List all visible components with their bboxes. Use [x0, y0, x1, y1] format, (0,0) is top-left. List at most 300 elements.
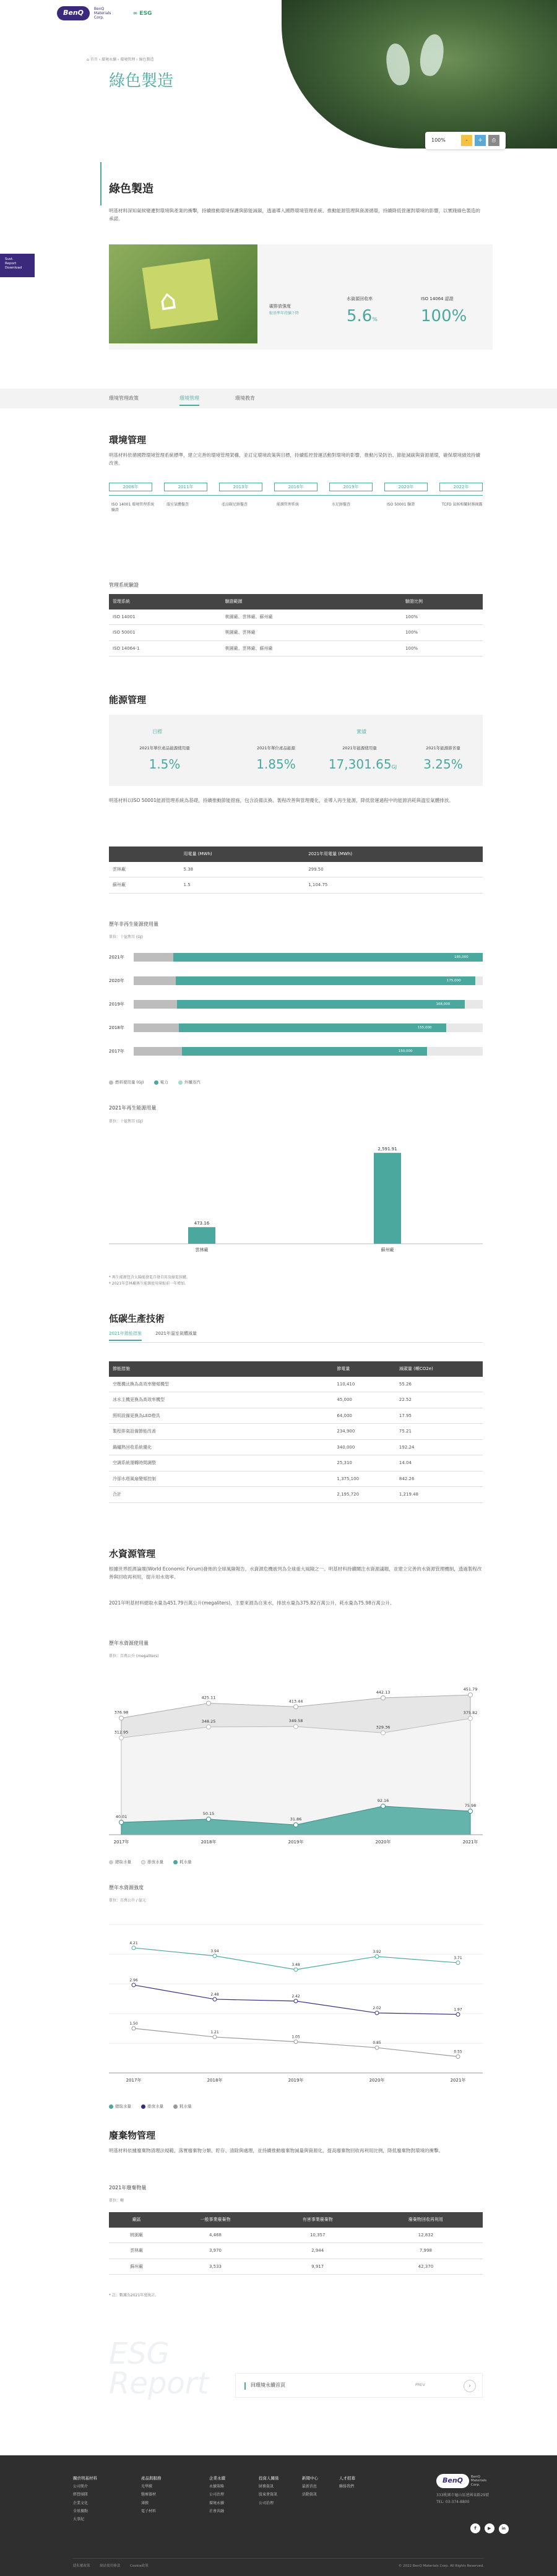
env-mgmt-title: 環境管理 [109, 434, 147, 446]
footer-link[interactable]: 大事紀 [73, 2517, 85, 2522]
table-header: 2021年用電量 (MWh) [304, 846, 483, 862]
hbar-chart-unit: 單位：十億焦耳 (GJ) [109, 935, 144, 939]
intensity-point [375, 2046, 379, 2049]
intensity-point [375, 2011, 379, 2015]
x-tick-label: 2019年 [288, 1840, 304, 1845]
arrow-right-icon[interactable]: › [464, 2380, 476, 2392]
kpi-value: 3.25% [423, 757, 463, 772]
table-header: 用電量 (MWh) [180, 846, 305, 862]
bar-fuel [134, 1000, 177, 1009]
bar-value-label: 168,000 [436, 1002, 451, 1006]
table-cell: 55.26 [395, 1377, 483, 1392]
table-cell: ISO 50001 [109, 625, 222, 641]
footprint-left-icon [383, 41, 412, 87]
footer-legal-link[interactable]: 隱私權政策 [73, 2564, 90, 2568]
timeline-year: 2022年 [439, 483, 483, 491]
table-row [109, 1487, 483, 1503]
footer-col-career [339, 2474, 355, 2491]
waste-title: 廢棄物管理 [109, 2130, 156, 2141]
energy-title: 能源管理 [109, 694, 147, 705]
table-row [109, 2243, 483, 2259]
table-row [109, 1392, 483, 1408]
logo-subtitle: BenQ Materials Corp. [93, 6, 111, 20]
energy-kpi-panel [109, 715, 483, 786]
intensity-value-label: 0.55 [454, 2049, 462, 2054]
bar-category-label: 2018年 [109, 1025, 124, 1030]
x-tick-label: 2021年 [450, 2078, 466, 2083]
footer-copyright: © 2022 BenQ Materials Corp. All Rights Reserved. [398, 2564, 484, 2568]
footer-logo[interactable] [436, 2474, 496, 2488]
intensity-value-label: 1.21 [210, 2030, 219, 2035]
font-plus-button[interactable]: + [475, 135, 486, 146]
table-header: 廠區 [109, 2212, 164, 2228]
footer-link[interactable]: 公司治理 [209, 2492, 225, 2497]
water-value-label: 31.86 [290, 1817, 302, 1822]
bar-electricity [182, 1047, 427, 1056]
table-cell: 7,998 [369, 2243, 483, 2259]
timeline-item: 水足跡盤查 [332, 502, 351, 507]
kpi-value: 1.5% [149, 757, 181, 772]
water-chart1-title: 歷年水資源使用量 [109, 1640, 149, 1646]
lowcarbon-table [109, 1361, 483, 1503]
intensity-value-label: 2.02 [373, 2006, 381, 2011]
table-cell: 桃園廠、雲林廠 [222, 625, 402, 641]
table-cell: 桃園廠、雲林廠、蘇州廠 [222, 640, 402, 657]
hbar-legend [109, 1080, 201, 1086]
water-chart2-title: 歷年水資源強度 [109, 1885, 144, 1890]
footer-legal-link[interactable]: 網站使用條款 [100, 2564, 121, 2568]
table-row [109, 1424, 483, 1440]
footer-contact [436, 2492, 489, 2506]
intensity-value-label: 1.50 [129, 2022, 138, 2026]
footer-col-products [141, 2474, 162, 2515]
table-row [109, 625, 483, 641]
table-cell: 9,917 [267, 2259, 369, 2275]
water-point [468, 1693, 473, 1697]
table-row [109, 1408, 483, 1424]
legend-item: 耗水量 [173, 2104, 192, 2109]
stat-label-2: 水資源回收率 [347, 296, 373, 301]
kpi-group-target: 目標 [152, 729, 162, 734]
footer-col-news [302, 2474, 318, 2499]
bar-category-label: 2020年 [109, 978, 124, 983]
water-point [119, 1820, 124, 1825]
renew-category-label: 雲林廠 [195, 1247, 209, 1252]
table-cell: 合計 [109, 1487, 333, 1503]
section-tabs [0, 389, 557, 408]
kpi-value: 17,301.65GJ [328, 757, 397, 772]
cert-table-title: 管理系統驗證 [109, 582, 139, 588]
water-value-label: 451.79 [463, 1687, 478, 1692]
factory-sign [142, 259, 218, 329]
table-cell: 製程排氣設備節能改善 [109, 1424, 333, 1440]
bar-fuel [134, 953, 173, 962]
waste-table-title: 2021年廢棄物量 [109, 2185, 147, 2190]
legend-item: 總取水量 [109, 1859, 131, 1864]
breadcrumb-item[interactable]: 環境永續 [101, 58, 116, 62]
table-cell: 1.5 [180, 877, 305, 894]
table-cell: 25,310 [333, 1455, 395, 1471]
x-tick-label: 2017年 [126, 2078, 142, 2083]
timeline-year: 2020年 [384, 483, 428, 491]
renew-bar [374, 1153, 401, 1244]
table-cell: 2,195,720 [333, 1487, 395, 1503]
table-row [109, 877, 483, 894]
bar-electricity [173, 953, 483, 962]
benq-logo[interactable]: BenQ [57, 6, 90, 20]
footer-link[interactable]: 環境永續 [209, 2501, 225, 2505]
table-header: 驗證比例 [402, 594, 483, 610]
kpi-label: 2021年能源節省量 [426, 746, 460, 751]
table-row [109, 2228, 483, 2243]
tab-policy[interactable]: 環境管理政策 [109, 395, 139, 401]
table-cell: 22.52 [395, 1392, 483, 1408]
footer-col-ir [259, 2474, 279, 2507]
water-value-label: 329.36 [376, 1725, 391, 1730]
water-point [468, 1809, 473, 1814]
intensity-point [213, 1997, 217, 2001]
water1-legend [109, 1859, 192, 1866]
breadcrumb: ⌂ 首頁 › 環境永續 › 環境管理 › 綠色製造 [87, 58, 154, 62]
intro-body: 明基材料深知氣候變遷對環境與產業的衝擊，持續推動環境保護與節能減碳，透過導入國際環境管理系統、推動能源管理與資源循環，持續降低營運對環境的影響，以實踐綠色製造的承諾。 [109, 208, 480, 222]
page-title: 綠色製造 [109, 72, 174, 90]
tab-lowcarbon-2[interactable]: 2021年溫室氣體減量 [155, 1331, 197, 1336]
tab-env-mgmt[interactable]: 環境管理 [179, 395, 199, 406]
water-chart1-unit: 單位：百萬公升 (megaliters) [109, 1654, 159, 1658]
timeline-item: 溫室氣體盤查 [166, 502, 189, 507]
footer-link[interactable]: 薄膜 [141, 2501, 149, 2505]
print-icon[interactable]: ⎙ [488, 135, 499, 146]
water-point [381, 1695, 386, 1700]
table-cell: 234,900 [333, 1424, 395, 1440]
intensity-value-label: 3.48 [291, 1962, 300, 1967]
bar-electricity [176, 976, 475, 985]
water-point [294, 1705, 298, 1709]
bar-fuel [134, 1023, 179, 1032]
footer-logo-sub: BenQ Materials Corp. [470, 2475, 487, 2487]
water-value-label: 75.98 [464, 1803, 477, 1809]
renew-chart [109, 1132, 483, 1256]
table-cell: 冷卻水塔風扇變頻控制 [109, 1471, 333, 1487]
bar-fuel [134, 1047, 182, 1056]
table-row [109, 1439, 483, 1455]
footer-link[interactable]: 財務資訊 [259, 2484, 274, 2489]
side-tab-text: Download [5, 266, 22, 270]
table-header: 節電量 [333, 1361, 395, 1377]
table-cell: 42,370 [369, 2259, 483, 2275]
bar-category-label: 2021年 [109, 955, 124, 960]
footer-heading-text: 產品與服務 [141, 2476, 162, 2481]
legend-item: 電力 [154, 1080, 168, 1085]
footer-col-about [73, 2474, 97, 2523]
footer-link[interactable]: 全球據點 [73, 2509, 89, 2514]
water-body-2: 2021年明基材料總取水量為451.79百萬公升(megaliters)，主要來源為自來水，排放水量為375.82百萬公升，耗水量為75.98百萬公升。 [109, 1600, 395, 1606]
table-cell: 雲林廠 [109, 2243, 164, 2259]
header-logo[interactable] [57, 6, 152, 20]
intensity-value-label: 1.05 [291, 2035, 300, 2040]
table-cell: ISO 14064-1 [109, 640, 222, 657]
footer-heading-text: 關於明基材料 [73, 2476, 97, 2481]
water-value-label: 349.58 [288, 1718, 303, 1724]
stat-label-1: 碳排放強度 [269, 304, 291, 309]
footer-link[interactable]: 企業文化 [73, 2501, 89, 2505]
water-point [381, 1731, 386, 1735]
footer-link[interactable]: 最新消息 [302, 2484, 317, 2489]
intensity-point [132, 1983, 136, 1987]
table-cell: 桃園廠、雲林廠、蘇州廠 [222, 610, 402, 625]
hbar-chart-title: 歷年非再生能源使用量 [109, 921, 158, 927]
kpi-label: 2021年單位產品能源使用量 [139, 746, 190, 751]
linkedin-icon[interactable]: in [499, 2524, 509, 2534]
table-row [109, 640, 483, 657]
footer-link[interactable]: 股東會資訊 [259, 2492, 278, 2497]
intensity-value-label: 0.85 [373, 2041, 381, 2046]
table-cell: 3,970 [164, 2243, 266, 2259]
water-value-label: 50.15 [202, 1811, 215, 1816]
intensity-point [456, 1961, 460, 1965]
energy-table [109, 846, 483, 894]
table-cell: 雲林廠 [109, 862, 180, 877]
kpi-label: 2021年單位產品能源 [256, 746, 296, 751]
intensity-value-label: 3.94 [210, 1949, 219, 1954]
table-cell: 45,000 [333, 1392, 395, 1408]
footer-phone: TEL: 03-374-8800 [436, 2499, 470, 2504]
table-cell: 10,357 [267, 2228, 369, 2243]
water-point [294, 1725, 298, 1729]
table-cell: 100% [402, 610, 483, 625]
table-cell: 17.95 [395, 1408, 483, 1424]
intro-image [109, 244, 257, 343]
table-cell: 空調系統運轉時間調整 [109, 1455, 333, 1471]
footer-link[interactable]: 公司簡介 [73, 2484, 89, 2489]
font-size-tools [425, 132, 506, 149]
table-cell: 1,104.75 [304, 877, 483, 894]
table-cell: 鍋爐熱回收系統優化 [109, 1439, 333, 1455]
intensity-point [294, 1999, 298, 2003]
intensity-point [375, 1955, 379, 1958]
timeline-year: 2016年 [274, 483, 317, 491]
timeline-year: 2011年 [164, 483, 207, 491]
footer-link[interactable]: 電子材料 [141, 2509, 157, 2514]
renew-value-label: 2,591.91 [378, 1147, 397, 1152]
footer-link[interactable]: 社會共融 [209, 2509, 225, 2514]
intro-title: 綠色製造 [109, 183, 153, 196]
table-cell: 110,410 [333, 1377, 395, 1392]
footer-link[interactable]: 聯絡我們 [339, 2484, 355, 2489]
footer-col-csr [209, 2474, 225, 2515]
breadcrumb-home-icon[interactable]: ⌂ [87, 58, 89, 62]
card-accent [244, 2382, 246, 2390]
waste-note: * 註：數據為2021年度統計。 [109, 2293, 159, 2298]
water-value-label: 375.82 [463, 1710, 478, 1716]
water-value-label: 425.11 [201, 1695, 216, 1700]
x-tick-label: 2020年 [375, 1840, 391, 1845]
footer-link[interactable]: 活動資訊 [302, 2492, 317, 2497]
water-value-label: 442.13 [376, 1689, 391, 1695]
water-value-label: 376.98 [114, 1710, 129, 1715]
water-chart2-unit: 單位：百萬公升 / 億元 [109, 1898, 146, 1903]
bar-fuel [134, 976, 176, 985]
bottom-nav-card[interactable] [235, 2373, 483, 2398]
report-download-tab[interactable] [0, 254, 35, 277]
footer-link[interactable]: 經營團隊 [73, 2492, 89, 2497]
lowcarbon-tabs [109, 1330, 483, 1343]
x-tick-label: 2017年 [113, 1840, 129, 1845]
water-point [381, 1804, 386, 1808]
breadcrumb-item: 綠色製造 [139, 58, 154, 62]
x-tick-label: 2019年 [288, 2078, 304, 2083]
intensity-point [294, 2040, 298, 2044]
legend-item: 排放水量 [141, 1859, 163, 1864]
facebook-icon[interactable]: f [470, 2523, 480, 2533]
water-point [119, 1716, 124, 1720]
timeline-line [109, 495, 483, 496]
intensity-value-label: 3.71 [454, 1955, 462, 1960]
waste-table [109, 2212, 483, 2275]
timeline-item: ISO 14001 環境管理系統驗證 [111, 502, 155, 512]
intensity-value-label: 2.42 [291, 1994, 300, 1999]
timeline-item: TCFD 氣候相關財務揭露 [442, 502, 483, 507]
timeline-year: 2019年 [329, 483, 373, 491]
bar-electricity [177, 1000, 464, 1009]
table-cell: 照明設備更換為LED燈具 [109, 1408, 333, 1424]
watermark-text: Report [109, 2366, 209, 2401]
table-cell: 蘇州廠 [109, 877, 180, 894]
table-row [109, 1455, 483, 1471]
bottom-nav-prev[interactable]: PREV [415, 2383, 425, 2387]
tab-education[interactable]: 環境教育 [235, 395, 255, 401]
note-text: * 再生能源包含太陽能發電自發自用及綠電採購。 [109, 1275, 190, 1280]
bottom-nav-link[interactable]: 回環境永續首頁 [251, 2382, 285, 2388]
legend-item: 外購蒸汽 [178, 1080, 201, 1085]
renew-value-label: 473.16 [194, 1221, 210, 1226]
renew-notes [109, 1275, 190, 1287]
intensity-value-label: 4.21 [129, 1941, 138, 1945]
footer-heading-text: 新聞中心 [302, 2476, 318, 2481]
water-value-label: 40.01 [115, 1814, 127, 1819]
renew-chart-unit: 單位：十億焦耳 (GJ) [109, 1119, 144, 1124]
hero-image [282, 0, 557, 149]
bar-electricity [179, 1023, 446, 1032]
legend-item: 總取水量 [109, 2104, 131, 2109]
footprint-right-icon [417, 32, 446, 77]
intro-accent [100, 162, 101, 205]
table-cell: 12,832 [369, 2228, 483, 2243]
stat-value-2: 5.6% [347, 307, 378, 325]
bar-category-label: 2019年 [109, 1002, 124, 1007]
lowcarbon-title: 低碳生產技術 [109, 1313, 165, 1324]
water-point [468, 1717, 473, 1721]
intensity-point [456, 2055, 460, 2059]
intensity-value-label: 3.92 [373, 1949, 381, 1954]
footer-link[interactable]: 永續策略 [209, 2484, 225, 2489]
table-header: 驗證範圍 [222, 594, 402, 610]
footer-link[interactable]: 光學膜 [141, 2484, 153, 2489]
water-point [119, 1736, 124, 1740]
esg-watermark [109, 2337, 209, 2401]
table-header: 減碳量 (噸CO2e) [395, 1361, 483, 1377]
youtube-icon[interactable]: ▶ [485, 2523, 494, 2533]
water-point [207, 1701, 211, 1705]
esg-logo[interactable]: ∞ ESG [132, 11, 152, 17]
water-value-label: 348.25 [201, 1718, 216, 1724]
breadcrumb-item[interactable]: 首頁 [90, 58, 98, 62]
table-cell: ISO 14001 [109, 610, 222, 625]
footer-benq-logo[interactable]: BenQ [436, 2474, 469, 2488]
kpi-group-actual: 實績 [356, 729, 366, 734]
x-tick-label: 2018年 [201, 1840, 217, 1845]
footer-heading-text: 人才招募 [339, 2476, 355, 2481]
footer [0, 2455, 557, 2576]
x-tick-label: 2020年 [369, 2078, 385, 2083]
table-cell: 蘇州廠 [109, 2259, 164, 2275]
stat-sub-1: 較基準年持續下降 [269, 311, 300, 316]
water-value-label: 92.16 [377, 1798, 389, 1803]
footer-legal-link[interactable]: Cookie政策 [130, 2564, 149, 2568]
water-point [207, 1817, 211, 1821]
bar-value-label: 175,000 [446, 979, 461, 983]
bar-value-label: 150,000 [398, 1049, 413, 1053]
footer-divider [73, 2558, 484, 2559]
timeline [109, 483, 483, 538]
tab-lowcarbon-1[interactable]: 2021年節能措施 [109, 1330, 142, 1341]
table-header: 節能措施 [109, 1361, 333, 1377]
x-tick-label: 2021年 [462, 1840, 478, 1845]
kpi-label: 2021年能源使用量 [342, 746, 377, 751]
table-cell: 299.50 [304, 862, 483, 877]
footer-link[interactable]: 醫療器材 [141, 2492, 157, 2497]
intensity-value-label: 1.97 [454, 2007, 462, 2012]
renew-category-label: 蘇州廠 [381, 1247, 394, 1252]
timeline-year: 2013年 [219, 483, 262, 491]
font-minus-button[interactable]: - [461, 135, 472, 146]
bar-value-label: 155,000 [417, 1026, 432, 1030]
intensity-point [294, 1968, 298, 1971]
breadcrumb-item[interactable]: 環境管理 [120, 58, 136, 62]
water-usage-chart [109, 1668, 483, 1853]
waste-body: 明基材料依據廢棄物清理法規範，落實廢棄物分類、貯存、清除與處理，並持續推動廢棄物減量與資源化，提高廢棄物回收再利用比例，降低廢棄物對環境的衝擊。 [109, 2148, 443, 2153]
table-row [109, 610, 483, 625]
water-body-1: 根據世界經濟論壇(World Economic Forum)發佈的全球風險報告，水資源危機被列為全球重大風險之一。明基材料持續關注水資源議題，並建立完善的水資源管理機制，透過製程改善與回收再利用，提升用水效率。 [109, 1566, 482, 1580]
timeline-item: 產品碳足跡盤查 [222, 502, 248, 507]
footer-heading-text: 企業永續 [209, 2476, 225, 2481]
bar-category-label: 2017年 [109, 1049, 124, 1054]
water2-legend [109, 2104, 192, 2110]
timeline-item: 能源管理系統 [277, 502, 300, 507]
legend-item: 耗水量 [173, 1859, 192, 1864]
table-cell: 1,375,100 [333, 1471, 395, 1487]
note-text: * 2021年雲林廠再生能源使用量較前一年增加。 [109, 1282, 189, 1286]
table-header: 有害事業廢棄物 [267, 2212, 369, 2228]
footer-link[interactable]: 公司治理 [259, 2501, 274, 2505]
renew-chart-title: 2021年再生能源用量 [109, 1105, 157, 1111]
table-cell: 桃園廠 [109, 2228, 164, 2243]
table-cell: 192.24 [395, 1439, 483, 1455]
footer-address: 333桃園市龜山區建國東路29號 [436, 2493, 490, 2497]
footer-heading-text: 投資人關係 [259, 2476, 279, 2481]
factory-icon: ⌂ [157, 283, 179, 317]
timeline-year: 2008年 [109, 483, 152, 491]
intensity-point [132, 2027, 136, 2030]
hbar-chart [109, 953, 483, 1070]
table-header: 一般事業廢棄物 [164, 2212, 266, 2228]
cert-table [109, 594, 483, 657]
table-cell: 5.38 [180, 862, 305, 877]
table-cell: 3,533 [164, 2259, 266, 2275]
table-row [109, 1377, 483, 1392]
table-cell: 340,000 [333, 1439, 395, 1455]
water-point [294, 1823, 298, 1827]
